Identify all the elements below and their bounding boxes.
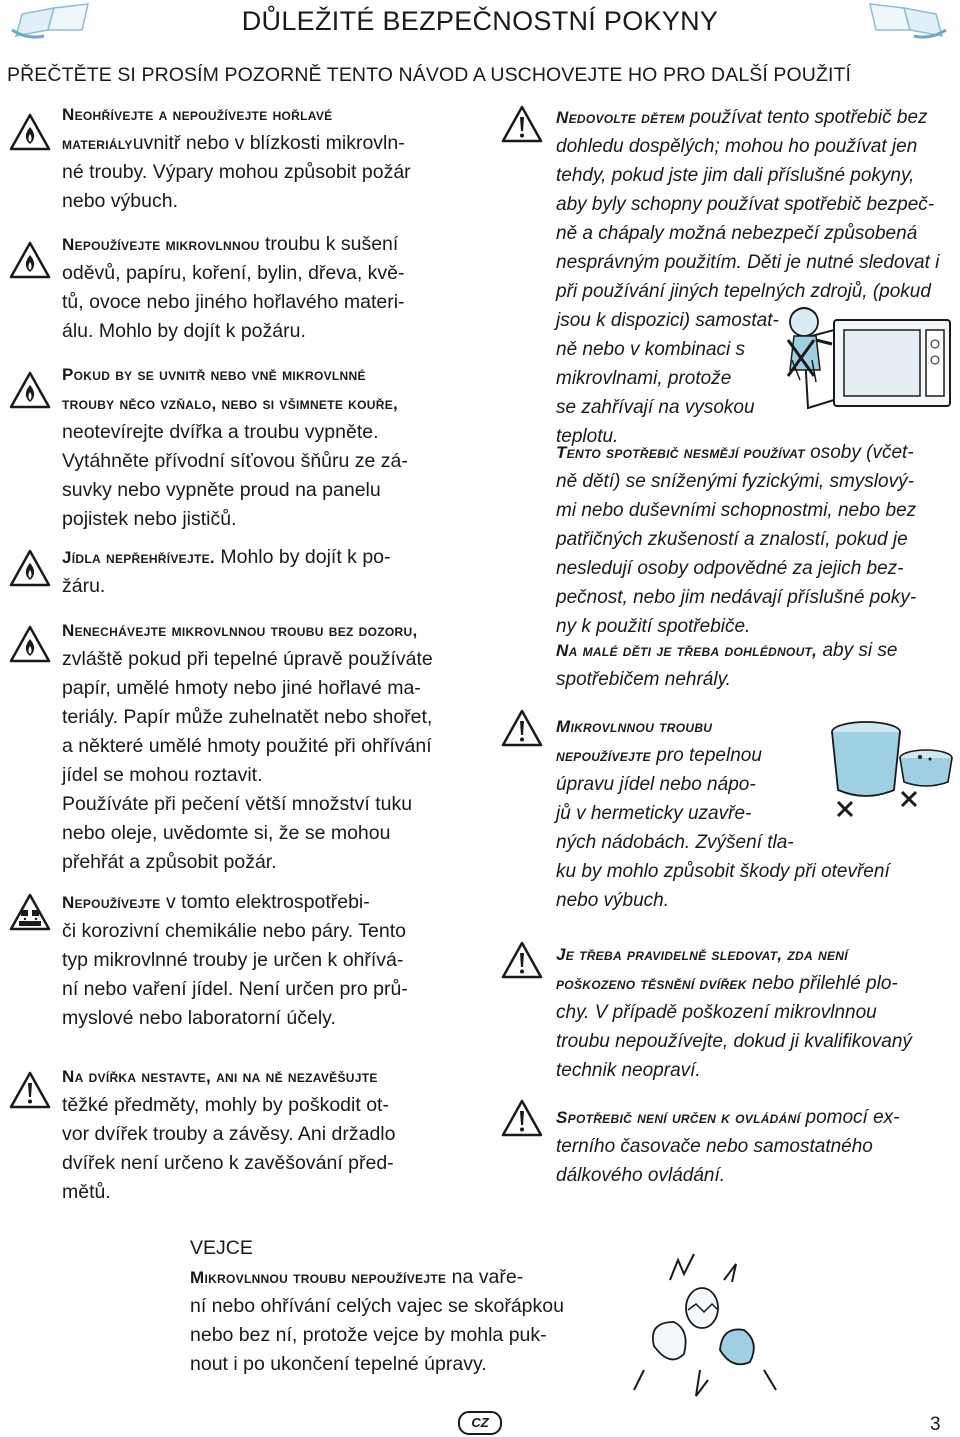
warning-unattended: Nenechávejte mikrovlnnou troubu bez dozoru, zvláště pokud při tepelné úpravě používáte papír, umělé hmoty nebo jiné hořlavé ma- teriály. Papír může zuhelnatět nebo shořet, a některé umělé hmoty použité při ohřívání jídel se mohou roztavit. Používáte při pečení větší množství tuku nebo oleje, uvědomte si, že se mohou přehřát a způsobit požár. [62, 621, 433, 873]
warning-external-timer: Spotřebič není určen k ovládání pomocí ex- terního časovače nebo samostatného dálkového ovládání. [556, 1107, 900, 1186]
warning-small-children: Na malé děti je třeba dohlédnout, aby si se spotřebičem nehrály. [556, 640, 898, 690]
warning-overheat-food: Jídla nepřehřívejte. Mohlo by dojít k po- žáru. [62, 546, 391, 597]
page-subtitle: PŘEČTĚTE SI PROSÍM POZORNĚ TENTO NÁVOD A USCHOVEJTE HO PRO DALŠÍ POUŽITÍ [7, 64, 852, 86]
warning-drying: Nepoužívejte mikrovlnnou troubu k sušení oděvů, papíru, koření, bylin, dřeva, kvě- tů, ovoce nebo jiného hořlavého materi- álu. Mohlo by dojít k požáru. [62, 233, 405, 342]
fire-warning-icon [8, 112, 52, 152]
warning-sealed-containers: Mikrovlnnou troubu nepoužívejte pro tepelnou úpravu jídel nebo nápo- jů v hermeticky uzavře- ných nádobách. Zvýšení tla- ku by mohlo způsobit škody při otevření nebo výbuch. [556, 717, 890, 911]
fire-warning-icon [8, 240, 52, 280]
lead-text: Nepoužívejte mikrovlnnou [62, 235, 260, 254]
exclamation-warning-icon [500, 708, 544, 748]
country-badge: CZ [458, 1411, 502, 1435]
fire-warning-icon [8, 370, 52, 410]
lead-text: materiály [62, 134, 133, 153]
page-number: 3 [930, 1414, 941, 1435]
warning-children: Nedovolte dětem používat tento spotřebič bez dohledu dospělých; mohou ho používat jen tehdy, pokud jste jim dali příslušné pokyny, aby byly schopny používat spotřebič bezpeč- ně a chápaly možná nebezpečí způsobená nesprávným použitím. Děti je nutné sledovat i při používání jiných tepelných zdrojů, (pokud jsou k dispozici) samostat- ně nebo v kombinaci s mikrovlnami, protože se zahřívají na vysokou teplotu. [556, 107, 940, 447]
eggs-heading: VEJCE [190, 1237, 253, 1259]
warning-corrosive: Nepoužívejte v tomto elektrospotřebi- či korozivní chemikálie nebo páry. Tento typ mikrovlnné trouby je určen k ohřívá- ní nebo vaření jídel. Není určen pro prů- myslové nebo laboratorní účely. [62, 891, 408, 1029]
exclamation-warning-icon [500, 940, 544, 980]
warning-door-load: Na dvířka nestavte, ani na ně nezavěšujte těžké předměty, mohly by poškodit ot- vor dvířek trouby a závěsy. Ani držadlo dvířek není určeno k zavěšování před- mětů. [62, 1067, 396, 1203]
warning-door-seal: Je třeba pravidelně sledovat, zda není poškozeno těsnění dvířek nebo přilehlé plo- chy. V případě poškození mikrovlnnou troubu nepoužívejte, dokud ji kvalifikovaný technik neopraví. [556, 945, 912, 1081]
child-microwave-illustration [764, 300, 956, 420]
lead-text: Neohřívejte a nepoužívejte hořlavé [62, 105, 333, 124]
fire-warning-icon [8, 624, 52, 664]
page-title: DŮLEŽITÉ BEZPEČNOSTNÍ POKYNY [241, 6, 719, 36]
exploding-egg-illustration [614, 1250, 794, 1400]
warning-reduced-capabilities: Tento spotřebič nesmějí používat osoby (včet- ně dětí) se sníženými fyzickými, smyslový- mi nebo duševními schopnostmi, nebo bez patřičných zkušeností a znalostí, pokud je nesledují osoby odpovědné za jejich bez- pečnost, nebo jim nedávají příslušné poky- ny k použití spotřebiče. [556, 442, 917, 637]
exclamation-warning-icon [500, 1098, 544, 1138]
exclamation-warning-icon [500, 104, 544, 144]
corrosive-warning-icon [8, 892, 52, 932]
eggs-section: VEJCE Mikrovlnnou troubu nepoužívejte na vaře- ní nebo ohřívání celých vajec se skořápkou nebo bez ní, protože vejce by mohla puk- nout i po ukončení tepelné úpravy. [190, 1234, 610, 1379]
fire-warning-icon [8, 548, 52, 588]
warning-fire-inside: Pokud by se uvnitř nebo vně mikrovlnné trouby něco vzňalo, nebo si všimnete kouře, neotevírejte dvířka a troubu vypněte. Vytáhněte přívodní síťovou šňůru ze zá- suvky nebo vypněte proud na panelu pojistek nebo jističů. [62, 365, 408, 530]
exclamation-warning-icon [8, 1070, 52, 1110]
warning-flammable-materials: Neohřívejte a nepoužívejte hořlavé materiályuvnitř nebo v blízkosti mikrovln- né trouby. Výpary mohou způsobit požár nebo výbuch. [62, 105, 411, 212]
